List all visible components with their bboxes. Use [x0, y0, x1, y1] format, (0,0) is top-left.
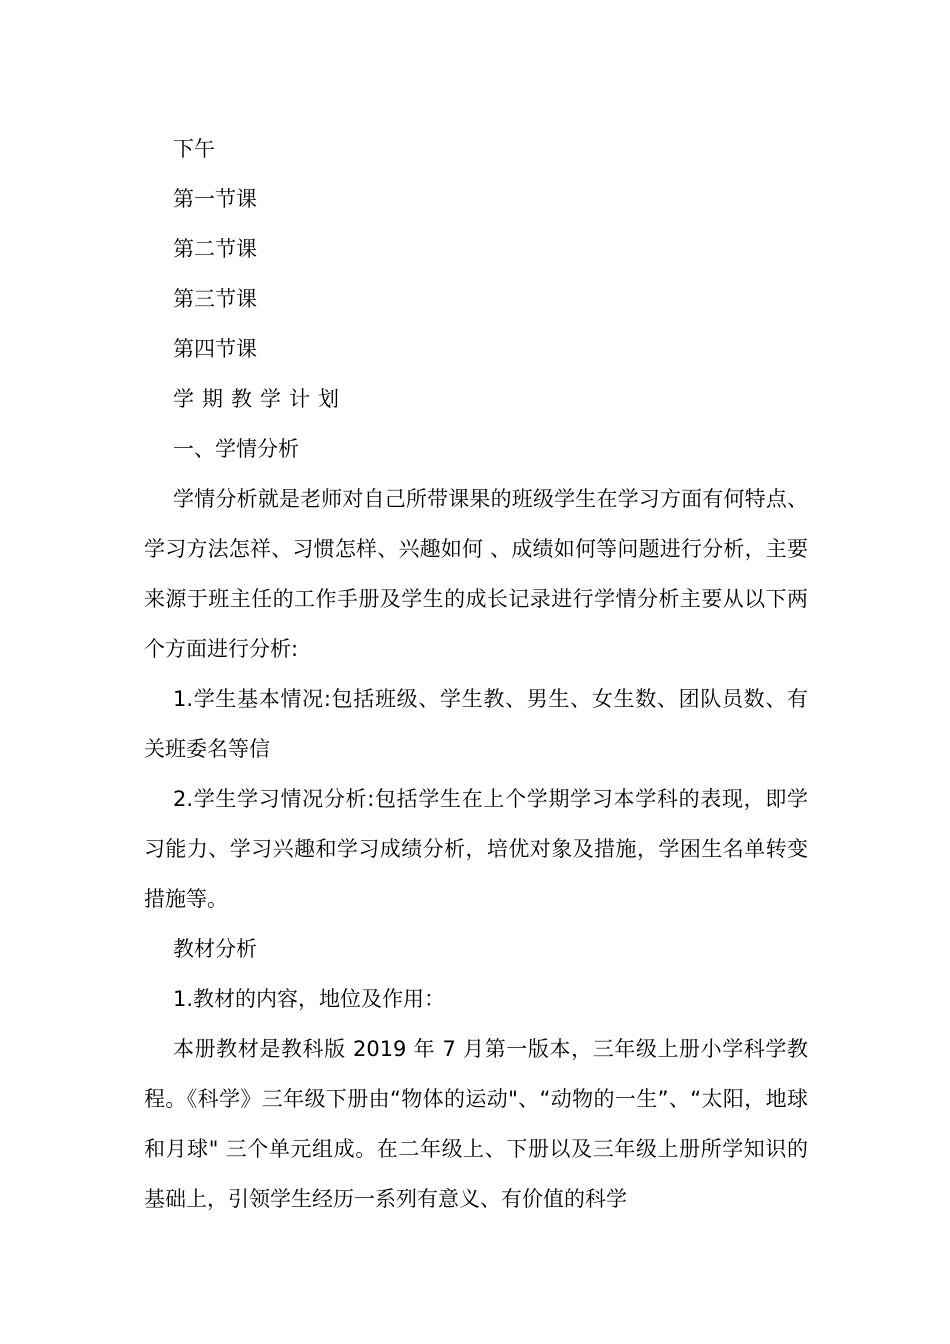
- paragraph-basic-info: 1.学生基本情况:包括班级、学生教、男生、女生数、团队员数、有关班委名等信: [144, 687, 808, 761]
- lesson-1: 第一节课: [173, 187, 257, 211]
- subheading-textbook-content: 1.教材的内容，地位及作用：: [173, 987, 446, 1011]
- lesson-3: 第三节课: [173, 287, 257, 311]
- paragraph-learning-analysis: 2.学生学习情况分析:包括学生在上个学期学习本学科的表现，即学习能力、学习兴趣和学习成绩分析，培优对象及措施，学困生名单转变措施等。: [144, 787, 808, 911]
- section-heading-student-analysis: 一、学情分析: [173, 437, 299, 461]
- lesson-2: 第二节课: [173, 237, 257, 261]
- lesson-4: 第四节课: [173, 337, 257, 361]
- paragraph-student-analysis-intro: 学情分析就是老师对自己所带课果的班级学生在学习方面有何特点、学习方法怎祥、习惯怎样、兴趣如何 、成绩如何等问题进行分析，主要来源于班主任的工作手册及学生的成长记录进行学情分析主要从以下两个方面进行分析:: [144, 487, 808, 661]
- paragraph-textbook-body: 本册教材是教科版 2019 年 7 月第一版本，三年级上册小学科学教程。《科学》三年级下册由“物体的运动"、“动物的一生”、“太阳，地球和月球" 三个单元组成。在二年级上、下册以及三年级上册所学知识的基础上，引领学生经历一系列有意义、有价值的科学: [144, 1037, 808, 1211]
- document-page: [144, 124, 808, 1224]
- section-heading-textbook-analysis: 教材分析: [173, 937, 257, 961]
- afternoon-label: 下午: [173, 137, 215, 161]
- plan-title: 学期教学计划: [173, 387, 347, 411]
